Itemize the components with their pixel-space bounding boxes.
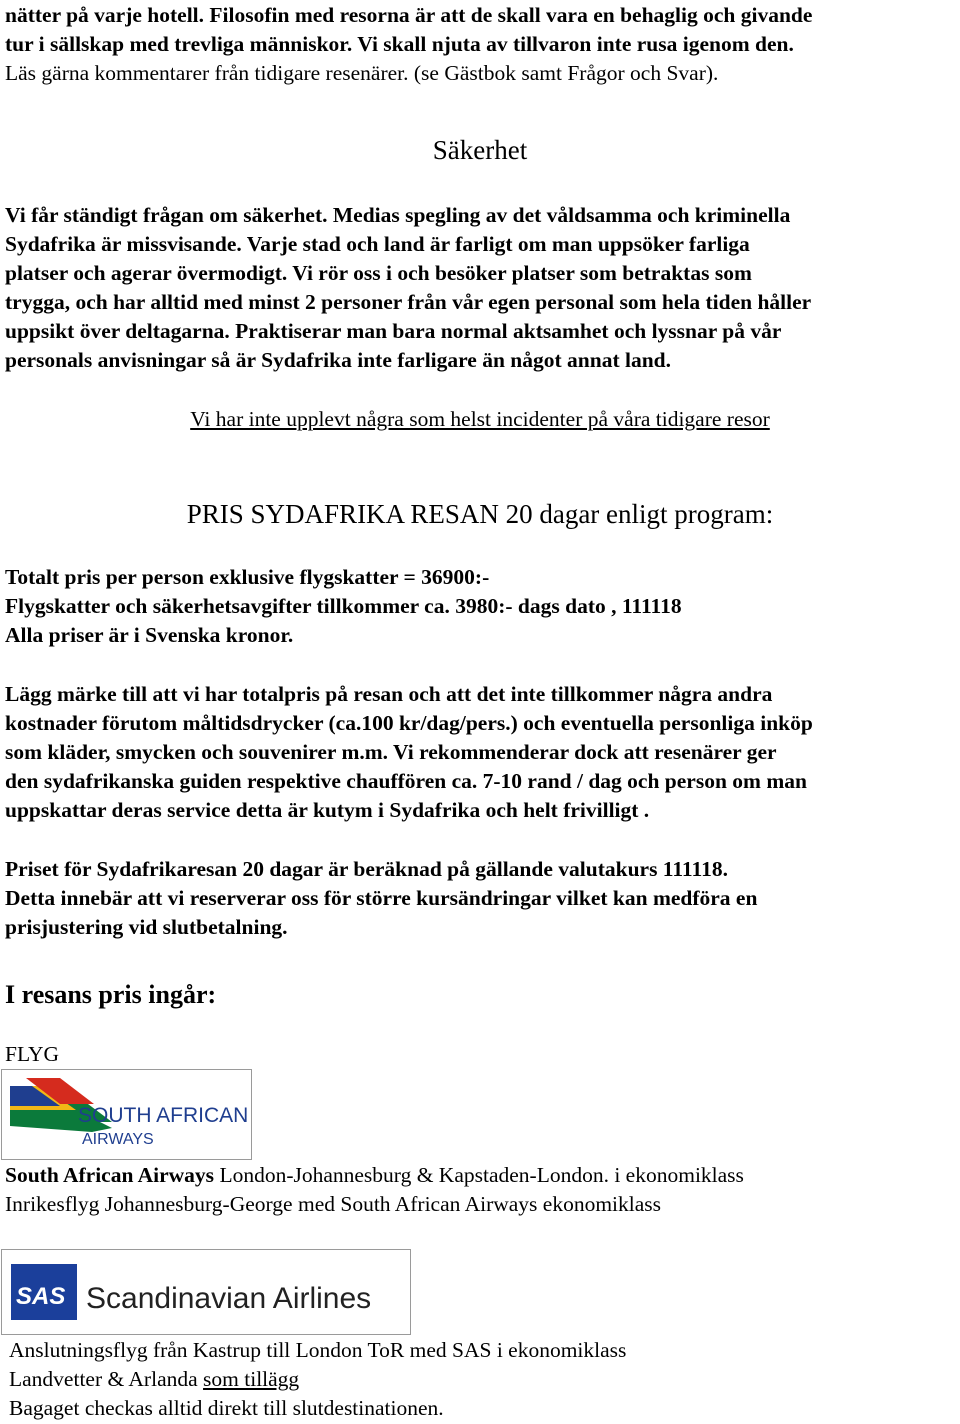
intro-line-3: Läs gärna kommentarer från tidigare resenärer. (se Gästbok samt Frågor och Svar). xyxy=(5,61,719,85)
sas-airports-line xyxy=(9,1365,299,1394)
price-note-line: kostnader förutom måltidsdrycker (ca.100 kr/dag/pers.) och eventuella personliga inköp xyxy=(5,711,813,735)
rate-line: Priset för Sydafrikaresan 20 dagar är beräknad på gällande valutakurs 111118. xyxy=(5,857,728,881)
sas-logo-mark: SAS xyxy=(16,1283,66,1310)
safety-line: platser och agerar övermodigt. Vi rör oss i och besöker platser som betraktas som xyxy=(5,261,752,285)
rate-line: prisjustering vid slutbetalning. xyxy=(5,915,288,939)
saa-route-line xyxy=(5,1161,744,1190)
saa-route: London-Johannesburg & Kapstaden-London. i ekonomiklass xyxy=(214,1163,744,1187)
no-incidents-statement: Vi har inte upplevt några som helst incidenter på våra tidigare resor xyxy=(190,407,770,431)
sas-airports: Landvetter & Arlanda xyxy=(9,1367,204,1391)
intro-line-2: tur i sällskap med trevliga människor. Vi skall njuta av tillvaron inte rusa igenom den. xyxy=(5,32,794,56)
saa-logo-text-1: SOUTH AFRICAN xyxy=(78,1104,249,1127)
price-heading: PRIS SYDAFRIKA RESAN 20 dagar enligt program: xyxy=(186,499,774,529)
sas-logo xyxy=(1,1249,411,1335)
flight-heading: FLYG xyxy=(5,1042,59,1066)
sas-logo-graphic xyxy=(2,1250,410,1334)
sas-connection-line: Anslutningsflyg från Kastrup till London ToR med SAS i ekonomiklass xyxy=(9,1338,627,1362)
sas-supplement: som tillägg xyxy=(203,1367,300,1391)
saa-airline-name: South African Airways xyxy=(5,1163,215,1187)
safety-line: Vi får ständigt frågan om säkerhet. Medias spegling av det våldsamma och kriminella xyxy=(5,203,791,227)
price-note-line: den sydafrikanska guiden respektive chauffören ca. 7-10 rand / dag och person om man xyxy=(5,769,807,793)
saa-logo-text-2: AIRWAYS xyxy=(82,1131,154,1148)
price-taxes: Flygskatter och säkerhetsavgifter tillkommer ca. 3980:- dags dato , 111118 xyxy=(5,594,682,618)
sas-logo-text: Scandinavian Airlines xyxy=(86,1282,372,1315)
price-note-line: uppskattar deras service detta är kutym i Sydafrika och helt frivilligt . xyxy=(5,798,650,822)
safety-line: Sydafrika är missvisande. Varje stad och land är farligt om man uppsöker farliga xyxy=(5,232,750,256)
included-heading: I resans pris ingår: xyxy=(5,980,217,1009)
price-currency: Alla priser är i Svenska kronor. xyxy=(5,623,294,647)
price-note-line: som kläder, smycken och souvenirer m.m. Vi rekommenderar dock att resenärer ger xyxy=(5,740,777,764)
price-note-line: Lägg märke till att vi har totalpris på resan och att det inte tillkommer några andra xyxy=(5,682,773,706)
rate-line: Detta innebär att vi reserverar oss för större kursändringar vilket kan medföra en xyxy=(5,886,758,910)
price-total: Totalt pris per person exklusive flygskatter = 36900:- xyxy=(5,565,490,589)
safety-line: personals anvisningar så är Sydafrika inte farligare än något annat land. xyxy=(5,348,672,372)
safety-line: uppsikt över deltagarna. Praktiserar man bara normal aktsamhet och lyssnar på vår xyxy=(5,319,782,343)
baggage-line: Bagaget checkas alltid direkt till slutdestinationen. xyxy=(9,1396,444,1420)
saa-logo xyxy=(1,1069,252,1160)
domestic-flight-line: Inrikesflyg Johannesburg-George med South African Airways ekonomiklass xyxy=(5,1192,662,1216)
safety-line: trygga, och har alltid med minst 2 personer från vår egen personal som hela tiden håller xyxy=(5,290,812,314)
safety-heading: Säkerhet xyxy=(432,135,528,165)
intro-line-1: nätter på varje hotell. Filosofin med resorna är att de skall vara en behaglig och givande xyxy=(5,3,813,27)
saa-logo-graphic xyxy=(2,1070,251,1159)
